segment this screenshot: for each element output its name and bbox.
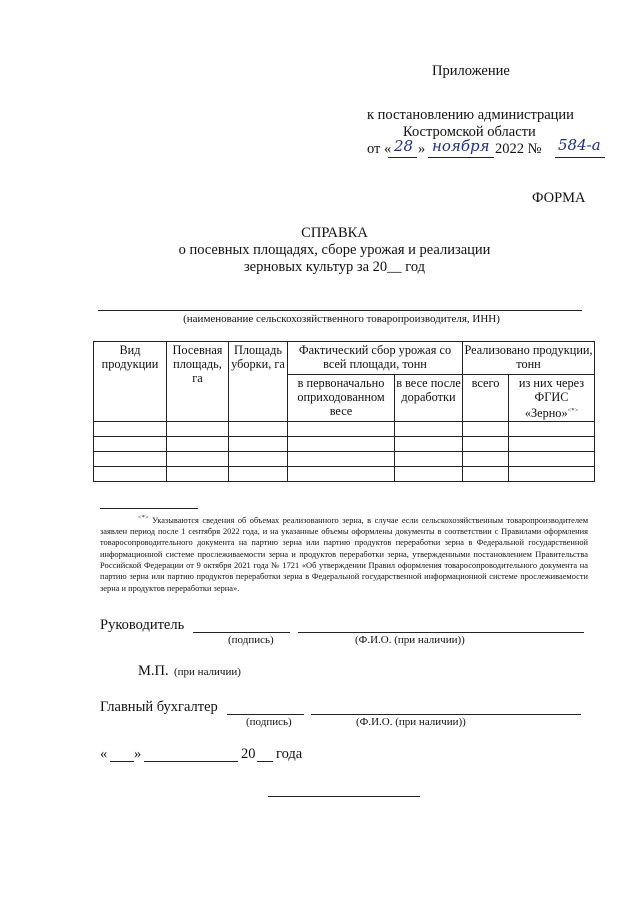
table-cell[interactable]	[509, 437, 595, 452]
stamp-label: М.П.	[138, 663, 169, 679]
subheader-initial-weight: в первоначально оприходованном весе	[288, 375, 395, 422]
head-name-caption: (Ф.И.О. (при наличии))	[355, 634, 465, 646]
table-row	[94, 422, 595, 437]
document-title: СПРАВКА	[301, 225, 368, 241]
date-day-line[interactable]	[110, 761, 134, 762]
table-cell[interactable]	[395, 452, 463, 467]
footnote-mark: <*>	[138, 514, 149, 521]
stamp-note: (при наличии)	[174, 666, 241, 678]
accountant-name-caption: (Ф.И.О. (при наличии))	[356, 716, 466, 728]
date-mid: »	[418, 141, 426, 157]
table-cell[interactable]	[395, 467, 463, 482]
table-cell[interactable]	[463, 422, 509, 437]
table-cell[interactable]	[94, 437, 167, 452]
region-line: Костромской области	[403, 124, 536, 140]
form-label: ФОРМА	[532, 190, 586, 206]
date-prefix: от «	[367, 141, 392, 157]
handwritten-month: ноября	[432, 137, 490, 155]
head-signature-caption: (подпись)	[228, 634, 274, 646]
resolution-line: к постановлению администрации	[367, 107, 574, 123]
accountant-signature-caption: (подпись)	[246, 716, 292, 728]
subheader-total: всего	[463, 375, 509, 422]
footnote-separator	[100, 508, 198, 509]
table-cell[interactable]	[167, 452, 229, 467]
head-name-line[interactable]	[298, 632, 584, 633]
accountant-label: Главный бухгалтер	[100, 699, 218, 715]
table-cell[interactable]	[395, 437, 463, 452]
table-row	[94, 467, 595, 482]
handwritten-number: 584-а	[558, 136, 601, 154]
title-line-1: о посевных площадях, сборе урожая и реализации	[178, 242, 491, 258]
table-cell[interactable]	[395, 422, 463, 437]
table-cell[interactable]	[509, 467, 595, 482]
number-underline	[555, 157, 605, 158]
table-cell[interactable]	[229, 437, 288, 452]
table-cell[interactable]	[94, 422, 167, 437]
header-sown-area: Посевная площадь, га	[167, 342, 229, 422]
table-cell[interactable]	[167, 437, 229, 452]
table-cell[interactable]	[288, 452, 395, 467]
title-line-2: зерновых культур за 20__ год	[243, 259, 426, 275]
table-cell[interactable]	[463, 467, 509, 482]
date-year-line[interactable]	[257, 761, 273, 762]
table-cell[interactable]	[463, 437, 509, 452]
table-cell[interactable]	[229, 422, 288, 437]
accountant-name-line[interactable]	[311, 714, 581, 715]
header-actual-harvest: Фактический сбор урожая со всей площади, тонн	[288, 342, 463, 375]
table-row	[94, 452, 595, 467]
table-cell[interactable]	[229, 467, 288, 482]
date-close-quote: »	[134, 746, 142, 762]
day-underline	[388, 157, 417, 158]
head-signature-line[interactable]	[193, 632, 290, 633]
head-label: Руководитель	[100, 617, 185, 633]
header-product: Вид продукции	[94, 342, 167, 422]
table-row	[94, 437, 595, 452]
date-suffix: года	[276, 746, 303, 762]
handwritten-day: 28	[394, 137, 414, 155]
table-cell[interactable]	[94, 467, 167, 482]
table-cell[interactable]	[167, 467, 229, 482]
header-sold: Реализовано продукции, тонн	[463, 342, 595, 375]
table-cell[interactable]	[509, 452, 595, 467]
date-year-prefix: 20	[241, 746, 256, 762]
date-month-line[interactable]	[144, 761, 238, 762]
table-cell[interactable]	[288, 437, 395, 452]
date-open-quote: «	[100, 746, 108, 762]
table-cell[interactable]	[167, 422, 229, 437]
accountant-signature-line[interactable]	[227, 714, 304, 715]
date-year: 2022 №	[495, 141, 542, 157]
producer-name-line	[98, 310, 582, 311]
appendix-label: Приложение	[432, 63, 510, 79]
table-cell[interactable]	[463, 452, 509, 467]
footnote-text: <*> Указываются сведения об объемах реализованного зерна, в случае если сельскохозяйственным товаропроизводителем заявлен период после 1 сентября 2022 года, и на указанные объемы оформлены документы в соответствии с Правилами оформления товаросопроводительного документа на партию зерна или партию продуктов переработки зерна в Федеральной государственной информационной системе прослеживаемости зерна и продуктов переработки зерна, утвержденными постановлением Правительства Российской Федерации от 9 октября 2021 года № 1721 «Об утверждении Правил оформления товаросопроводительного документа на партию зерна или партию продуктов переработки зерна в Федеральной государственной информационной системе прослеживаемости зерна и продуктов переработки зерна».	[100, 514, 589, 593]
subheader-after-processing: в весе после доработки	[395, 375, 463, 422]
bottom-separator	[268, 796, 420, 797]
month-underline	[428, 157, 494, 158]
table-cell[interactable]	[288, 467, 395, 482]
harvest-table	[93, 341, 595, 482]
producer-caption: (наименование сельскохозяйственного товаропроизводителя, ИНН)	[183, 313, 500, 325]
table-cell[interactable]	[94, 452, 167, 467]
table-cell[interactable]	[229, 452, 288, 467]
subheader-fgis: из них через ФГИС «Зерно»<*>	[509, 375, 595, 422]
table-cell[interactable]	[509, 422, 595, 437]
header-harvested-area: Площадь уборки, га	[229, 342, 288, 422]
table-cell[interactable]	[288, 422, 395, 437]
